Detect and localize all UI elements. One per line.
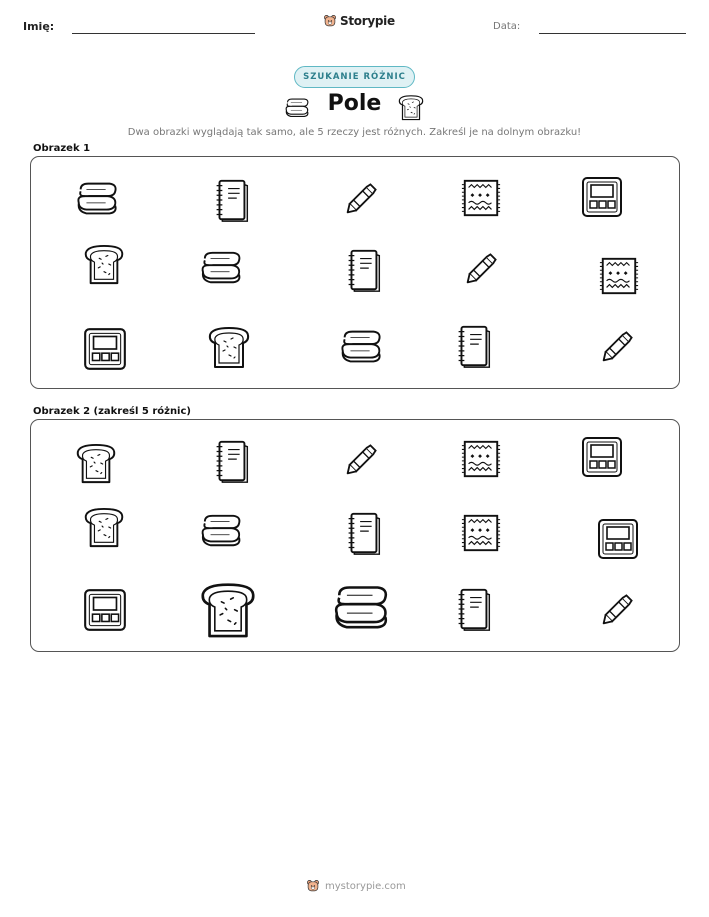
notebook-icon (211, 177, 251, 225)
notebook-icon[interactable] (453, 586, 493, 634)
towel-icon (197, 249, 245, 287)
tablet-icon[interactable] (579, 434, 625, 480)
rug-icon[interactable] (457, 512, 505, 554)
crayon-icon[interactable] (593, 588, 639, 634)
towel-icon[interactable] (329, 582, 393, 634)
towel-icon (337, 327, 385, 367)
tablet-icon[interactable] (595, 516, 641, 562)
toast-icon (207, 325, 251, 371)
date-line[interactable] (539, 33, 686, 34)
tablet-icon[interactable] (81, 586, 129, 634)
footer-site[interactable]: mystorypie.com (325, 880, 406, 892)
tablet-icon (579, 174, 625, 220)
towel-icon[interactable] (197, 512, 245, 550)
notebook-icon[interactable] (343, 510, 383, 558)
crayon-icon[interactable] (337, 438, 383, 484)
page-title: Pole (327, 91, 382, 116)
towel-icon (73, 179, 121, 219)
instructions: Dwa obrazki wyglądają tak samo, ale 5 rzeczy jest różnych. Zakreśl je na dolnym obrazku! (127, 127, 582, 138)
crayon-icon (337, 177, 383, 223)
name-line[interactable] (72, 33, 255, 34)
notebook-icon[interactable] (211, 438, 251, 486)
toast-icon (83, 243, 125, 287)
activity-badge: SZUKANIE RÓŻNIC (294, 66, 415, 88)
brand-logo (323, 14, 395, 28)
rug-icon (595, 255, 643, 297)
name-label: Imię: (23, 20, 55, 33)
picture1-label: Obrazek 1 (33, 143, 91, 154)
bear-logo-icon (306, 879, 320, 893)
brand-name: Storypie (340, 14, 395, 28)
notebook-icon (343, 247, 383, 295)
crayon-icon (457, 247, 503, 293)
toast-icon[interactable] (199, 580, 257, 642)
rug-icon[interactable] (457, 438, 505, 480)
toast-icon[interactable] (75, 442, 117, 486)
picture1-panel (30, 156, 680, 389)
rug-icon (457, 177, 505, 219)
picture2-label: Obrazek 2 (zakreśl 5 różnic) (33, 406, 191, 417)
footer (306, 879, 406, 893)
date-label: Data: (493, 21, 521, 32)
crayon-icon (593, 325, 639, 371)
picture2-panel (30, 419, 680, 652)
toast-icon (397, 94, 425, 122)
bear-logo-icon (323, 14, 337, 28)
notebook-icon (453, 323, 493, 371)
toast-icon[interactable] (83, 506, 125, 550)
tablet-icon (81, 325, 129, 373)
